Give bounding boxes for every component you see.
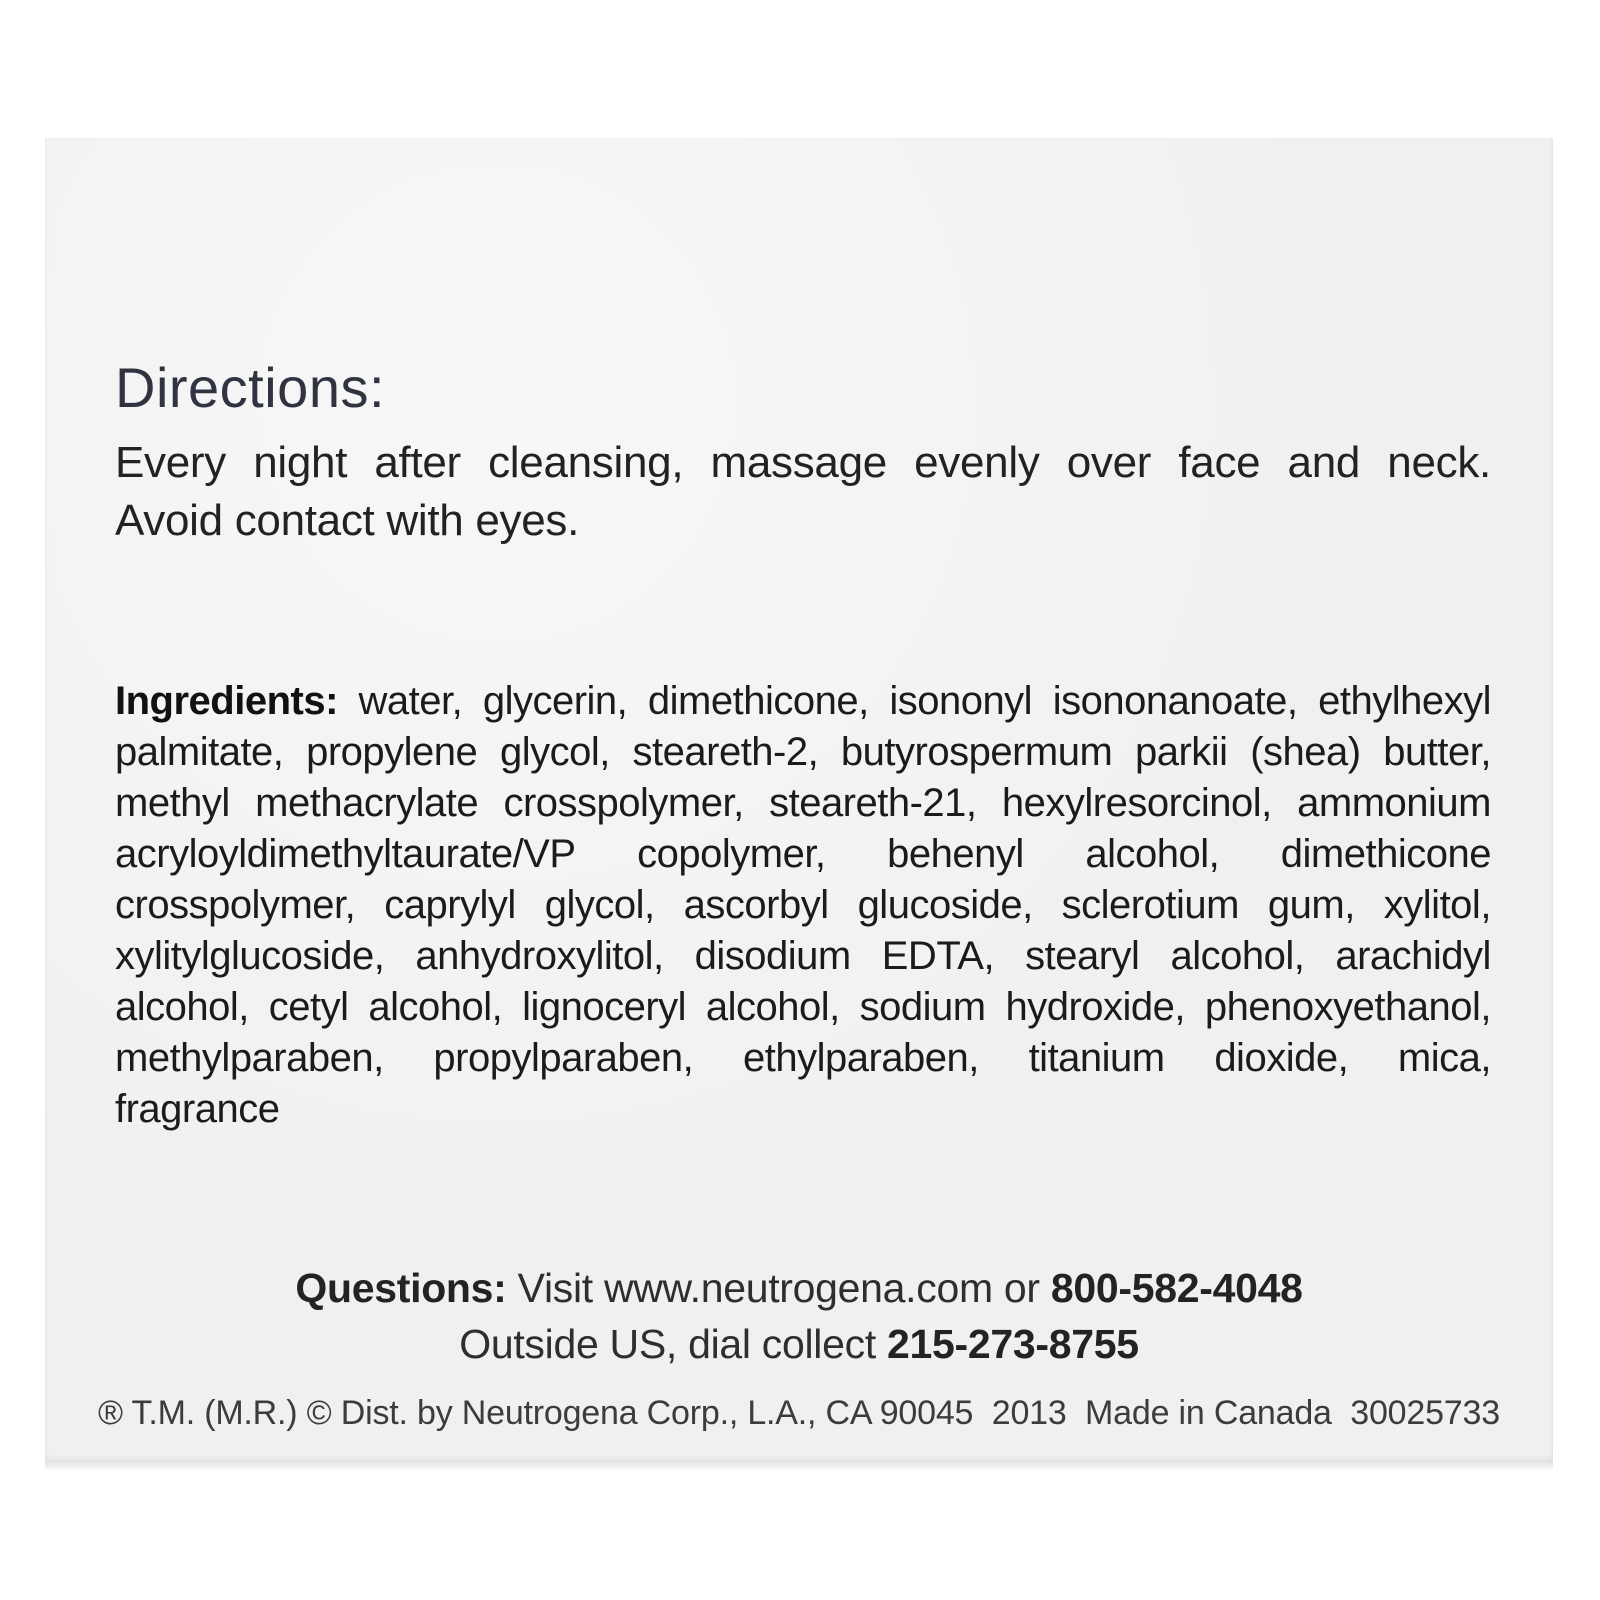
directions-heading: Directions: xyxy=(115,356,386,419)
directions-section xyxy=(115,356,1491,550)
questions-line xyxy=(45,1260,1553,1316)
questions-line xyxy=(45,1316,1553,1372)
questions-outside-us-text: Outside US, dial collect xyxy=(459,1321,887,1367)
questions-label: Questions: xyxy=(295,1265,507,1311)
carton-back-panel xyxy=(45,138,1553,1462)
directions-line: Avoid contact with eyes. xyxy=(115,496,580,545)
ingredients-line: crosspolymer, caprylyl glycol, ascorbyl glucoside, sclerotium gum, xylitol, xyxy=(115,883,1491,927)
ingredients-line: palmitate, propylene glycol, steareth-2, butyrospermum parkii (shea) butter, xyxy=(115,730,1491,774)
distribution-legal-line: ® T.M. (M.R.) © Dist. by Neutrogena Corp., L.A., CA 90045 2013 Made in Canada 30025733 xyxy=(98,1394,1500,1432)
questions-contact-text: Visit www.neutrogena.com or xyxy=(506,1265,1051,1311)
ingredients-line: xylitylglucoside, anhydroxylitol, disodium EDTA, stearyl alcohol, arachidyl xyxy=(115,934,1491,978)
ingredients-line: alcohol, cetyl alcohol, lignoceryl alcohol, sodium hydroxide, phenoxyethanol, xyxy=(115,985,1491,1029)
ingredients-line: methylparaben, propylparaben, ethylparaben, titanium dioxide, mica, xyxy=(115,1036,1491,1080)
ingredients-line: Ingredients: water, glycerin, dimethicone, isononyl isononanoate, ethylhexyl xyxy=(115,679,1491,723)
ingredients-line: fragrance xyxy=(115,1087,280,1131)
questions-phone-international: 215-273-8755 xyxy=(887,1321,1139,1367)
ingredients-line: methyl methacrylate crosspolymer, steareth-21, hexylresorcinol, ammonium xyxy=(115,781,1491,825)
ingredients-line: acryloyldimethyltaurate/VP copolymer, behenyl alcohol, dimethicone xyxy=(115,832,1491,876)
questions-section xyxy=(45,1260,1553,1372)
directions-line: Every night after cleansing, massage evenly over face and neck. xyxy=(115,438,1491,487)
ingredients-section xyxy=(115,676,1491,1135)
questions-phone-us: 800-582-4048 xyxy=(1050,1265,1303,1311)
